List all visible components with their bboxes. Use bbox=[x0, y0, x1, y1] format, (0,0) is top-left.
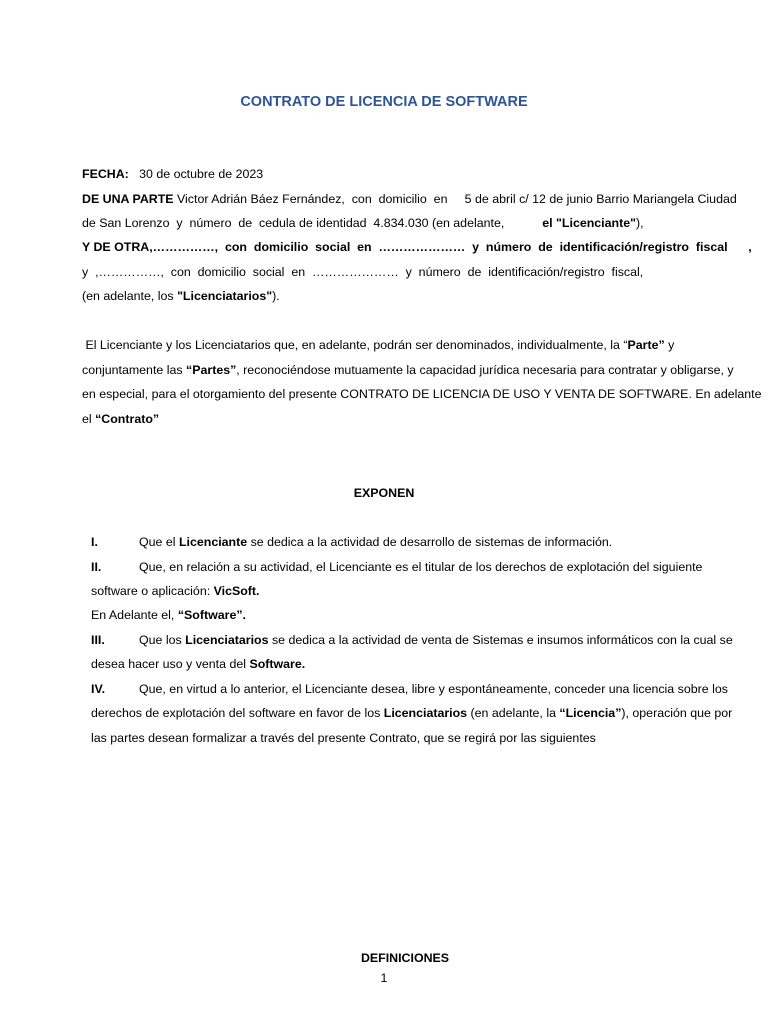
item-iv-text-2-end: ), operación que por bbox=[621, 706, 733, 720]
item-ii bbox=[91, 560, 702, 574]
item-iv-text-1: Que, en virtud a lo anterior, el Licenciante desea, libre y espontáneamente, conceder una licencia sobre los bbox=[139, 682, 728, 696]
item-iii-text: Que los bbox=[139, 633, 186, 647]
una-parte-text-2: de San Lorenzo y número de cedula de identidad 4.834.030 (en adelante, bbox=[82, 216, 505, 230]
intro-text-1: El Licenciante y los Licenciatarios que, en adelante, podrán ser denominados, individualmente, la “ bbox=[82, 338, 628, 352]
una-parte-text-2-end: ), bbox=[635, 216, 644, 230]
intro-text-1-end: y bbox=[664, 338, 675, 352]
intro-text-2: conjuntamente las bbox=[82, 363, 187, 377]
item-ii-text-3: En Adelante el, bbox=[91, 608, 178, 622]
item-iv-line-2 bbox=[91, 706, 732, 720]
intro-line-3: en especial, para el otorgamiento del presente CONTRATO DE LICENCIA DE USO Y VENTA DE SOFTWARE. En adelante bbox=[82, 387, 762, 401]
una-parte-line-2 bbox=[82, 216, 644, 230]
exponen-heading: EXPONEN bbox=[353, 486, 415, 500]
item-iii-text-end: se dedica a la actividad de venta de Sistemas e insumos informáticos con la cual se bbox=[268, 633, 733, 647]
item-iii-number: III. bbox=[91, 633, 105, 647]
licencia-term: “Licencia” bbox=[559, 706, 622, 720]
licenciatarios-term: "Licenciatarios" bbox=[177, 289, 273, 303]
item-iv-text-2b: (en adelante, la bbox=[467, 706, 560, 720]
fecha-label: FECHA: bbox=[82, 167, 129, 181]
otra-text-3: (en adelante, los bbox=[82, 289, 178, 303]
item-iv-text-2: derechos de explotación del software en favor de los bbox=[91, 706, 384, 720]
item-i-text-end: se dedica a la actividad de desarrollo de sistemas de información. bbox=[247, 535, 613, 549]
item-i-number: I. bbox=[91, 535, 98, 549]
definiciones-heading: DEFINICIONES bbox=[360, 951, 450, 965]
item-i-licenciante: Licenciante bbox=[178, 535, 248, 549]
intro-line-1 bbox=[82, 338, 674, 352]
partes-term: “Partes” bbox=[186, 363, 237, 377]
item-iii-licenciatarios: Licenciatarios bbox=[185, 633, 269, 647]
item-iii-text-2: desea hacer uso y venta del bbox=[91, 657, 250, 671]
item-i bbox=[91, 535, 612, 549]
item-iii-software: Software. bbox=[249, 657, 306, 671]
item-iv-line-3: las partes desean formalizar a través del presente Contrato, que se regirá por las siguientes bbox=[91, 731, 596, 745]
item-ii-line-3 bbox=[91, 608, 246, 622]
contrato-term: “Contrato” bbox=[95, 412, 160, 426]
document-title: CONTRATO DE LICENCIA DE SOFTWARE bbox=[240, 94, 528, 110]
una-parte-label: DE UNA PARTE bbox=[82, 192, 174, 206]
una-parte-line-1 bbox=[82, 192, 737, 206]
item-ii-line-2 bbox=[91, 584, 260, 598]
item-iv-licenciatarios: Licenciatarios bbox=[383, 706, 468, 720]
item-iv bbox=[91, 682, 728, 696]
item-ii-number: II. bbox=[91, 560, 102, 574]
una-parte-text-1: Victor Adrián Báez Fernández, con domicilio en 5 de abril c/ 12 de junio Barrio Mariangela Ciudad bbox=[177, 192, 737, 206]
otra-line-1: Y DE OTRA,……………, con domicilio social en ………………… y número de identificación/registro fiscal , bbox=[82, 240, 752, 254]
otra-line-3 bbox=[82, 289, 280, 303]
intro-text-4: el bbox=[82, 412, 96, 426]
licenciante-term: el "Licenciante" bbox=[542, 216, 636, 230]
software-term: “Software”. bbox=[177, 608, 246, 622]
fecha-line bbox=[82, 167, 263, 181]
item-iii-line-2 bbox=[91, 657, 305, 671]
intro-line-2 bbox=[82, 363, 734, 377]
otra-line-2: y ,……………, con domicilio social en ………………… y número de identificación/registro fiscal, bbox=[82, 265, 644, 279]
item-i-text: Que el bbox=[139, 535, 179, 549]
item-ii-text-1: Que, en relación a su actividad, el Licenciante es el titular de los derechos de explotación del siguiente bbox=[139, 560, 703, 574]
parte-term: Parte” bbox=[627, 338, 665, 352]
fecha-value: 30 de octubre de 2023 bbox=[139, 167, 264, 181]
page-number: 1 bbox=[380, 971, 388, 985]
vicsoft-term: VicSoft. bbox=[213, 584, 260, 598]
item-ii-text-2: software o aplicación: bbox=[91, 584, 214, 598]
otra-text-3-end: ). bbox=[272, 289, 280, 303]
intro-line-4 bbox=[82, 412, 159, 426]
item-iii bbox=[91, 633, 733, 647]
item-iv-number: IV. bbox=[91, 682, 106, 696]
intro-text-2-end: , reconociéndose mutuamente la capacidad jurídica necesaria para contratar y obligarse, y bbox=[236, 363, 734, 377]
